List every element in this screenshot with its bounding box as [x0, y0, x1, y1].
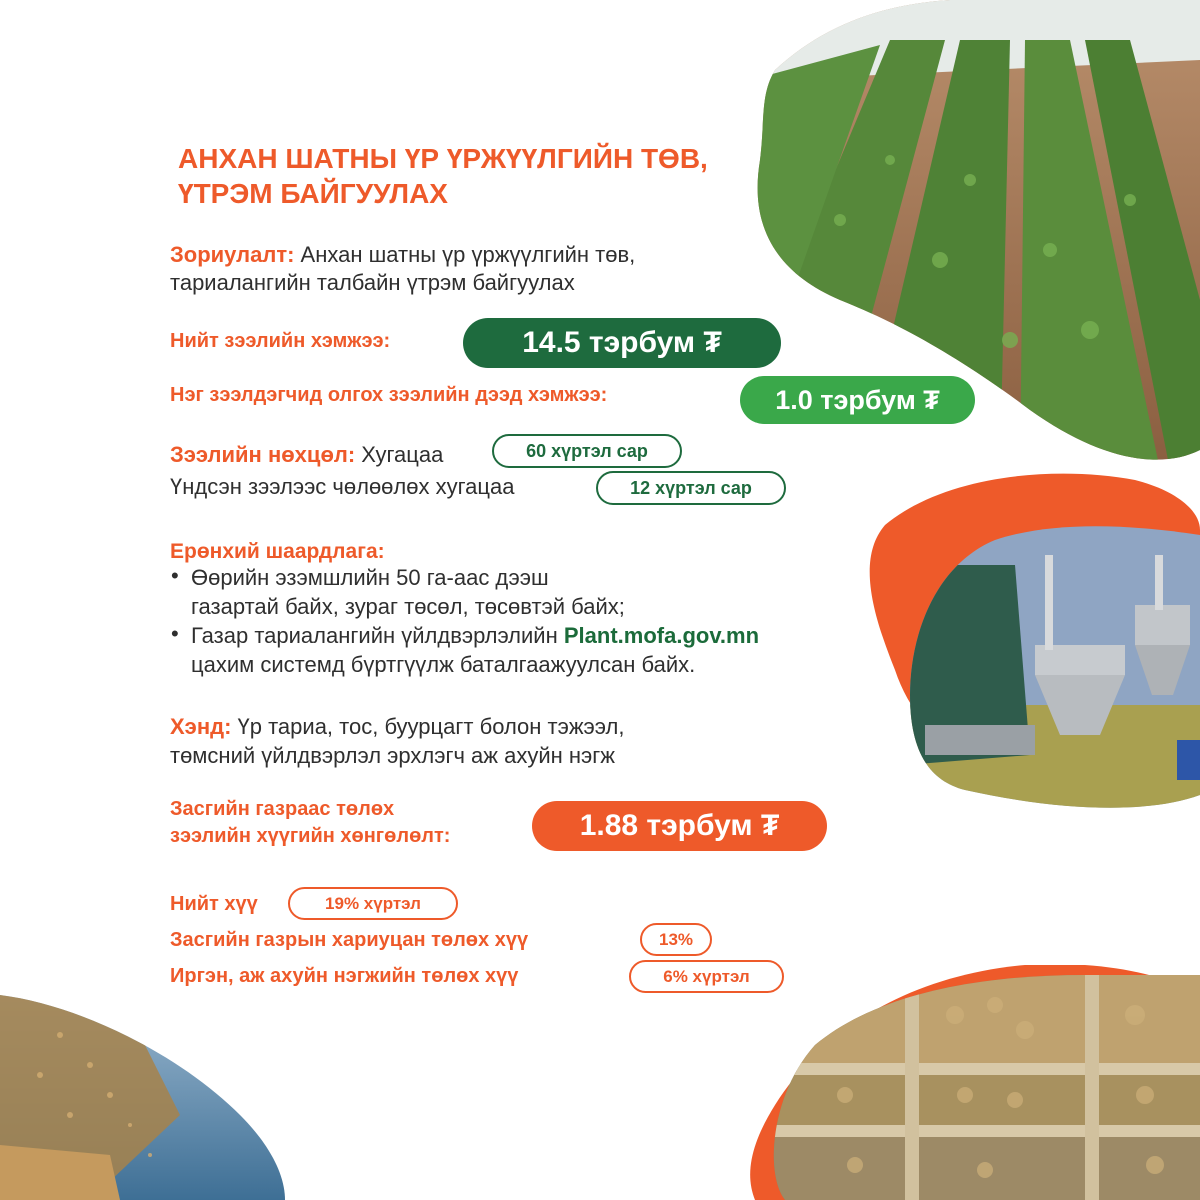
purpose-line-1 — [170, 242, 635, 268]
requirement-2-line-1 — [191, 623, 759, 649]
total-rate-badge: 19% хүртэл — [288, 887, 458, 920]
grace-value-badge: 12 хүртэл сар — [596, 471, 786, 505]
page-title-line-1: АНХАН ШАТНЫ ҮР ҮРЖҮҮЛГИЙН ТӨВ, — [178, 143, 708, 174]
purpose-label: Зориулалт: — [170, 242, 295, 267]
who-text-2: төмсний үйлдвэрлэл эрхлэгч аж ахуйн нэгж — [170, 743, 616, 768]
requirements-label: Ерөнхий шаардлага: — [170, 540, 385, 563]
total-rate-label: Нийт хүү — [170, 893, 258, 915]
total-loan-value: 14.5 тэрбум ₮ — [463, 318, 781, 368]
requirement-2-text: Газар тариалангийн үйлдвэрлэлийн — [191, 623, 564, 648]
total-loan-label: Нийт зээлийн хэмжээ: — [170, 330, 391, 352]
conditions-line-1 — [170, 442, 443, 468]
borrower-rate-label: Иргэн, аж ахуйн нэгжийн төлөх хүү — [170, 965, 519, 987]
requirement-1-line-2: газартай байх, зураг төсөл, төсөвтэй байх; — [191, 594, 625, 619]
subsidy-label-2: зээлийн хүүгийн хөнгөлөлт: — [170, 825, 451, 847]
max-loan-label: Нэг зээлдэгчид олгох зээлийн дээд хэмжээ: — [170, 384, 608, 406]
plant-mofa-link[interactable]: Plant.mofa.gov.mn — [563, 623, 760, 648]
requirement-1-line-1: Өөрийн эзэмшлийн 50 га-аас дээш — [191, 565, 549, 590]
gov-rate-label: Засгийн газрын хариуцан төлөх хүү — [170, 929, 529, 951]
grace-label: Үндсэн зээлээс чөлөөлөх хугацаа — [170, 474, 515, 499]
requirement-2-line-2: цахим системд бүртгүүлж баталгаажуулсан байх. — [191, 652, 696, 677]
gov-rate-badge: 13% — [640, 923, 712, 956]
term-label: Хугацаа — [355, 442, 444, 467]
purpose-text-2: тариалангийн талбайн үтрэм байгуулах — [170, 270, 575, 295]
purpose-text-1: Анхан шатны үр үржүүлгийн төв, — [294, 242, 636, 267]
bullet-1: • — [171, 563, 179, 588]
subsidy-label-1: Засгийн газраас төлөх — [170, 798, 395, 820]
who-label: Хэнд: — [170, 714, 232, 739]
subsidy-value: 1.88 тэрбум ₮ — [532, 801, 827, 851]
bullet-2: • — [171, 621, 179, 646]
grain-dryer-plant-photo — [905, 525, 1200, 815]
potato-storage-shelves-photo — [755, 975, 1200, 1200]
page-title-line-2: ҮТРЭМ БАЙГУУЛАХ — [178, 178, 448, 209]
grain-pour-photo — [0, 995, 285, 1200]
max-loan-value: 1.0 тэрбум ₮ — [740, 376, 975, 424]
who-text-1: Үр тариа, тос, буурцагт болон тэжээл, — [231, 714, 625, 739]
who-line-1 — [170, 714, 624, 740]
borrower-rate-badge: 6% хүртэл — [629, 960, 784, 993]
conditions-label: Зээлийн нөхцөл: — [170, 442, 356, 467]
term-value-badge: 60 хүртэл сар — [492, 434, 682, 468]
